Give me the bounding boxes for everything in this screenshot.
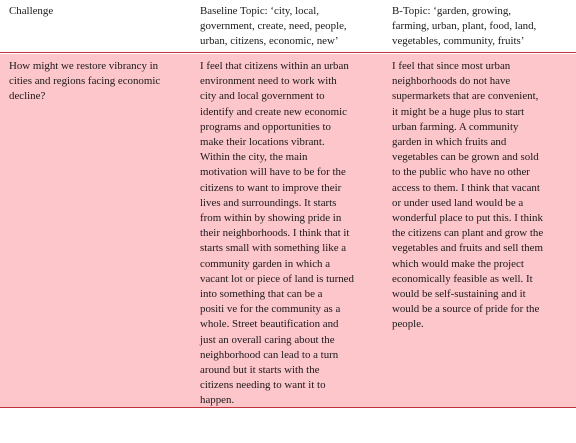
cell-baseline-response: I feel that citizens within an urban environment need to work with city and local government to identify and create new economic programs and opportunities to make their locations vibrant. Within the city, the main motivation will have to be for the citizens to want to improve their lives and surroundings. It starts from within by showing pride in their neighborhoods. I think that it starts small with something like a community garden in which a vacant lot or piece of land is turned into something that can be a positi ve for the community as a whole. Street beautification and just an overall caring about the neighborhood can lead to a turn around but it starts with the citizens needing to want it to happen.	[200, 60, 354, 407]
header-divider	[0, 52, 576, 53]
header-baseline-topic: Baseline Topic: ‘city, local, government, create, need, people, urban, citizens, economic, new’	[200, 5, 347, 48]
table-bottom-rule	[0, 407, 576, 408]
cell-b-topic-response: I feel that since most urban neighborhoods do not have supermarkets that are convenient, it might be a huge plus to start urban farming. A community garden in which fruits and vegetables can be grown and sold to the public who have no other access to them. I think that vacant or under used land would be a wonderful place to put this. I think the citizens can plant and grow the vegetables and fruits and sell them which would make the project economically feasible as well. It would be self-sustaining and it would be a source of pride for the people.	[392, 60, 544, 331]
header-b-topic: B-Topic: ‘garden, growing, farming, urban, plant, food, land, vegetables, community, fruits’	[392, 5, 537, 48]
cell-challenge: How might we restore vibrancy in cities and regions facing economic decline?	[9, 60, 161, 103]
table-row	[0, 54, 576, 407]
header-challenge: Challenge	[9, 5, 54, 17]
table-header-row	[0, 0, 576, 52]
